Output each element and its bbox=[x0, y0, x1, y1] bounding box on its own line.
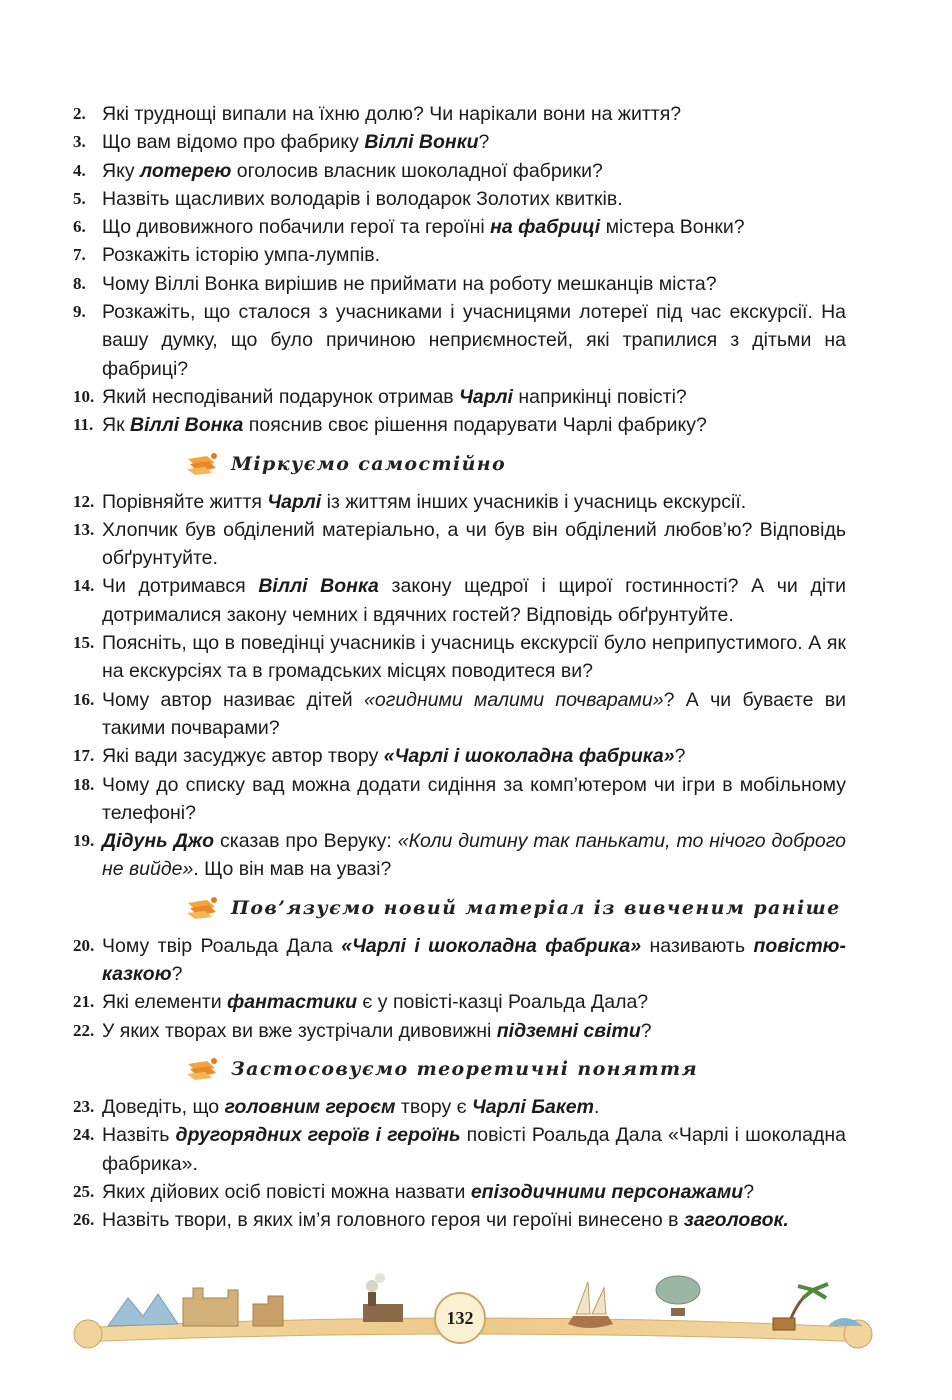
question-text bbox=[102, 629, 846, 686]
emphasis-text: Чарлі Бакет bbox=[471, 1095, 594, 1118]
text-run: наприкінці повісті? bbox=[512, 385, 687, 408]
section-title: Пов’язуємо новий матеріал із вивченим раніше bbox=[231, 896, 841, 919]
question-number: 5. bbox=[73, 188, 86, 208]
question-item bbox=[73, 213, 846, 241]
emphasis-text: Чарлі bbox=[459, 385, 513, 408]
emphasis-text: заголовок. bbox=[683, 1209, 789, 1232]
question-number: 9. bbox=[73, 302, 86, 322]
text-run: ? bbox=[478, 131, 490, 154]
question-number: 11. bbox=[73, 415, 94, 435]
question-item bbox=[73, 270, 846, 298]
emphasis-text: Дідунь Джо bbox=[102, 830, 215, 853]
question-item bbox=[73, 1017, 846, 1045]
question-text bbox=[102, 213, 846, 241]
question-item bbox=[73, 1121, 846, 1178]
question-text bbox=[102, 128, 846, 156]
section-heading bbox=[185, 447, 846, 481]
text-run: ? bbox=[171, 963, 183, 986]
section-heading bbox=[185, 891, 846, 925]
question-text bbox=[102, 157, 846, 185]
question-text bbox=[102, 742, 846, 770]
question-number: 16. bbox=[73, 689, 95, 709]
text-run: Чи дотримався bbox=[102, 575, 259, 598]
text-run: сказав про Веруку: bbox=[214, 830, 398, 853]
question-number: 4. bbox=[73, 160, 86, 180]
question-item bbox=[73, 988, 846, 1016]
question-number: 22. bbox=[73, 1020, 95, 1040]
question-item bbox=[73, 686, 846, 743]
question-text bbox=[102, 1017, 846, 1045]
question-text bbox=[102, 185, 846, 213]
question-number: 18. bbox=[73, 774, 95, 794]
question-item bbox=[73, 298, 846, 383]
question-text bbox=[102, 1206, 846, 1234]
question-item bbox=[73, 185, 846, 213]
question-item bbox=[73, 488, 846, 516]
question-item bbox=[73, 157, 846, 185]
question-item bbox=[73, 572, 846, 629]
question-item bbox=[73, 411, 846, 439]
question-text bbox=[102, 1178, 846, 1206]
question-text bbox=[102, 298, 846, 383]
text-run: Чому автор називає дітей bbox=[102, 688, 365, 711]
question-item bbox=[73, 827, 846, 884]
emphasis-text: «Чарлі і шоколадна фабрика» bbox=[383, 745, 675, 768]
question-text bbox=[102, 100, 846, 128]
emphasis-text: Віллі Вонка bbox=[258, 575, 379, 598]
text-run: Чому твір Роальда Дала bbox=[102, 934, 342, 957]
emphasis-text: епізодичними персонажами bbox=[470, 1180, 744, 1203]
emphasis-text: на фабриці bbox=[490, 216, 601, 239]
question-list bbox=[73, 932, 846, 1045]
writing-hand-icon bbox=[185, 895, 219, 921]
writing-hand-icon bbox=[185, 451, 219, 477]
text-run: Які вади засуджує автор твору bbox=[102, 745, 384, 768]
question-text bbox=[102, 270, 846, 298]
question-text bbox=[102, 383, 846, 411]
emphasis-text: Віллі Вонки bbox=[364, 131, 479, 154]
text-run: Які елементи bbox=[102, 991, 228, 1014]
text-run: Порівняйте життя bbox=[102, 490, 268, 513]
text-run: Як bbox=[102, 414, 131, 437]
text-run: Хлопчик був обділений матеріально, а чи був він обділений любов’ю? Відповідь обґрунтуйте. bbox=[102, 518, 846, 570]
emphasis-text: фантастики bbox=[227, 991, 357, 1014]
question-number: 8. bbox=[73, 273, 86, 293]
question-item bbox=[73, 629, 846, 686]
page-number: 132 bbox=[434, 1292, 486, 1344]
question-list bbox=[73, 1093, 846, 1234]
question-number: 13. bbox=[73, 519, 95, 539]
text-run: Чому Віллі Вонка вирішив не приймати на роботу мешканців міста? bbox=[102, 272, 717, 295]
text-run: ? А чи буваєте ви такими почварами? bbox=[102, 688, 847, 739]
question-number: 19. bbox=[73, 831, 95, 851]
text-run: Назвіть твори, в яких ім’я головного героя чи героїні винесено в bbox=[102, 1209, 684, 1232]
text-run: Який несподіваний подарунок отримав bbox=[102, 385, 460, 408]
question-number: 26. bbox=[73, 1210, 95, 1230]
question-item bbox=[73, 1093, 846, 1121]
text-run: Яких дійових осіб повісті можна назвати bbox=[102, 1180, 471, 1203]
emphasis-text: другорядних героїв і героїнь bbox=[175, 1124, 461, 1147]
text-run: пояснив своє рішення подарувати Чарлі фабрику? bbox=[243, 414, 707, 437]
text-run: ? bbox=[674, 745, 686, 768]
question-item bbox=[73, 1206, 846, 1234]
emphasis-text: «огидними малими почварами» bbox=[364, 688, 664, 711]
text-run: повісті Роальда Дала «Чарлі і шоколадна фабрика». bbox=[102, 1124, 846, 1175]
question-number: 24. bbox=[73, 1125, 95, 1145]
question-number: 25. bbox=[73, 1181, 95, 1201]
text-run: Яку bbox=[102, 159, 141, 182]
question-text bbox=[102, 1121, 846, 1178]
question-number: 12. bbox=[73, 491, 95, 511]
text-run: Назвіть bbox=[102, 1124, 176, 1147]
emphasis-text: підземні світи bbox=[496, 1019, 641, 1042]
question-number: 14. bbox=[73, 576, 95, 596]
text-run: ? bbox=[743, 1180, 755, 1203]
question-text bbox=[102, 488, 846, 516]
question-item bbox=[73, 771, 846, 828]
question-text bbox=[102, 572, 846, 629]
text-run: Чому до списку вад можна додати сидіння за комп’ютером чи ігри в мобільному телефоні? bbox=[102, 773, 846, 824]
question-number: 20. bbox=[73, 935, 95, 955]
question-item bbox=[73, 241, 846, 269]
question-item bbox=[73, 128, 846, 156]
text-run: Що дивовижного побачили герої та героїні bbox=[102, 216, 491, 239]
text-run: із життям інших учасників і учасниць екскурсії. bbox=[321, 490, 747, 513]
question-text bbox=[102, 516, 846, 573]
question-item bbox=[73, 742, 846, 770]
section-title: Міркуємо самостійно bbox=[231, 452, 507, 475]
question-item bbox=[73, 1178, 846, 1206]
question-number: 10. bbox=[73, 386, 95, 406]
question-item bbox=[73, 932, 846, 989]
question-text bbox=[102, 241, 846, 269]
text-run: У яких творах ви вже зустрічали дивовижні bbox=[102, 1019, 497, 1042]
question-number: 17. bbox=[73, 746, 95, 766]
text-run: Розкажіть, що сталося з учасниками і учасницями лотереї під час екскурсії. На вашу думку, що було причиною неприємностей, які трапилися з дітьми на фабриці? bbox=[102, 301, 846, 380]
text-run: . Що він мав на увазі? bbox=[193, 858, 392, 881]
question-number: 7. bbox=[73, 245, 86, 265]
question-number: 15. bbox=[73, 633, 95, 653]
text-run: Назвіть щасливих володарів і володарок Золотих квитків. bbox=[102, 187, 623, 210]
question-text bbox=[102, 988, 846, 1016]
question-text bbox=[102, 827, 846, 884]
text-run: Що вам відомо про фабрику bbox=[102, 131, 365, 154]
text-run: ? bbox=[640, 1019, 652, 1042]
question-number: 3. bbox=[73, 132, 86, 152]
section-heading bbox=[185, 1052, 846, 1086]
question-text bbox=[102, 771, 846, 828]
text-run: твору є bbox=[395, 1095, 472, 1118]
question-item bbox=[73, 100, 846, 128]
question-list bbox=[73, 488, 846, 884]
text-run: є у повісті-казці Роальда Дала? bbox=[357, 991, 649, 1014]
text-run: оголосив власник шоколадної фабрики? bbox=[231, 159, 603, 182]
page-content bbox=[73, 100, 846, 1234]
emphasis-text: лотерею bbox=[140, 159, 232, 182]
question-number: 23. bbox=[73, 1096, 95, 1116]
section-title: Застосовуємо теоретичні поняття bbox=[231, 1057, 698, 1080]
text-run: називають bbox=[641, 934, 754, 957]
emphasis-text: Віллі Вонка bbox=[130, 414, 244, 437]
text-run: закону щедрої і щирої гостинності? А чи діти дотрималися закону чемних і вдячних гостей? Відповідь обґрунтуйте. bbox=[102, 575, 846, 626]
question-item bbox=[73, 383, 846, 411]
text-run: Доведіть, що bbox=[102, 1095, 225, 1118]
emphasis-text: головним героєм bbox=[224, 1095, 396, 1118]
question-text bbox=[102, 932, 846, 989]
emphasis-text: «Коли дитину так панькати, то нічого доброго не вийде» bbox=[102, 830, 847, 881]
question-text bbox=[102, 411, 846, 439]
question-text bbox=[102, 1093, 846, 1121]
question-number: 21. bbox=[73, 992, 95, 1012]
question-number: 2. bbox=[73, 104, 86, 123]
emphasis-text: «Чарлі і шоколадна фабрика» bbox=[341, 934, 642, 957]
text-run: . bbox=[593, 1095, 600, 1118]
text-run: Поясніть, що в поведінці учасників і учасниць екскурсії було неприпустимого. А як на екскурсіях та в громадських місцях поводитеся ви? bbox=[102, 632, 846, 683]
question-text bbox=[102, 686, 846, 743]
question-list bbox=[73, 100, 846, 440]
text-run: містера Вонки? bbox=[600, 216, 745, 239]
text-run: Розкажіть історію умпа-лумпів. bbox=[102, 244, 381, 267]
emphasis-text: Чарлі bbox=[267, 490, 322, 513]
emphasis-text: повістю-казкою bbox=[102, 934, 847, 986]
writing-hand-icon bbox=[185, 1056, 219, 1082]
text-run: Які труднощі випали на їхню долю? Чи нарікали вони на життя? bbox=[102, 103, 682, 125]
question-item bbox=[73, 516, 846, 573]
question-number: 6. bbox=[73, 217, 86, 237]
